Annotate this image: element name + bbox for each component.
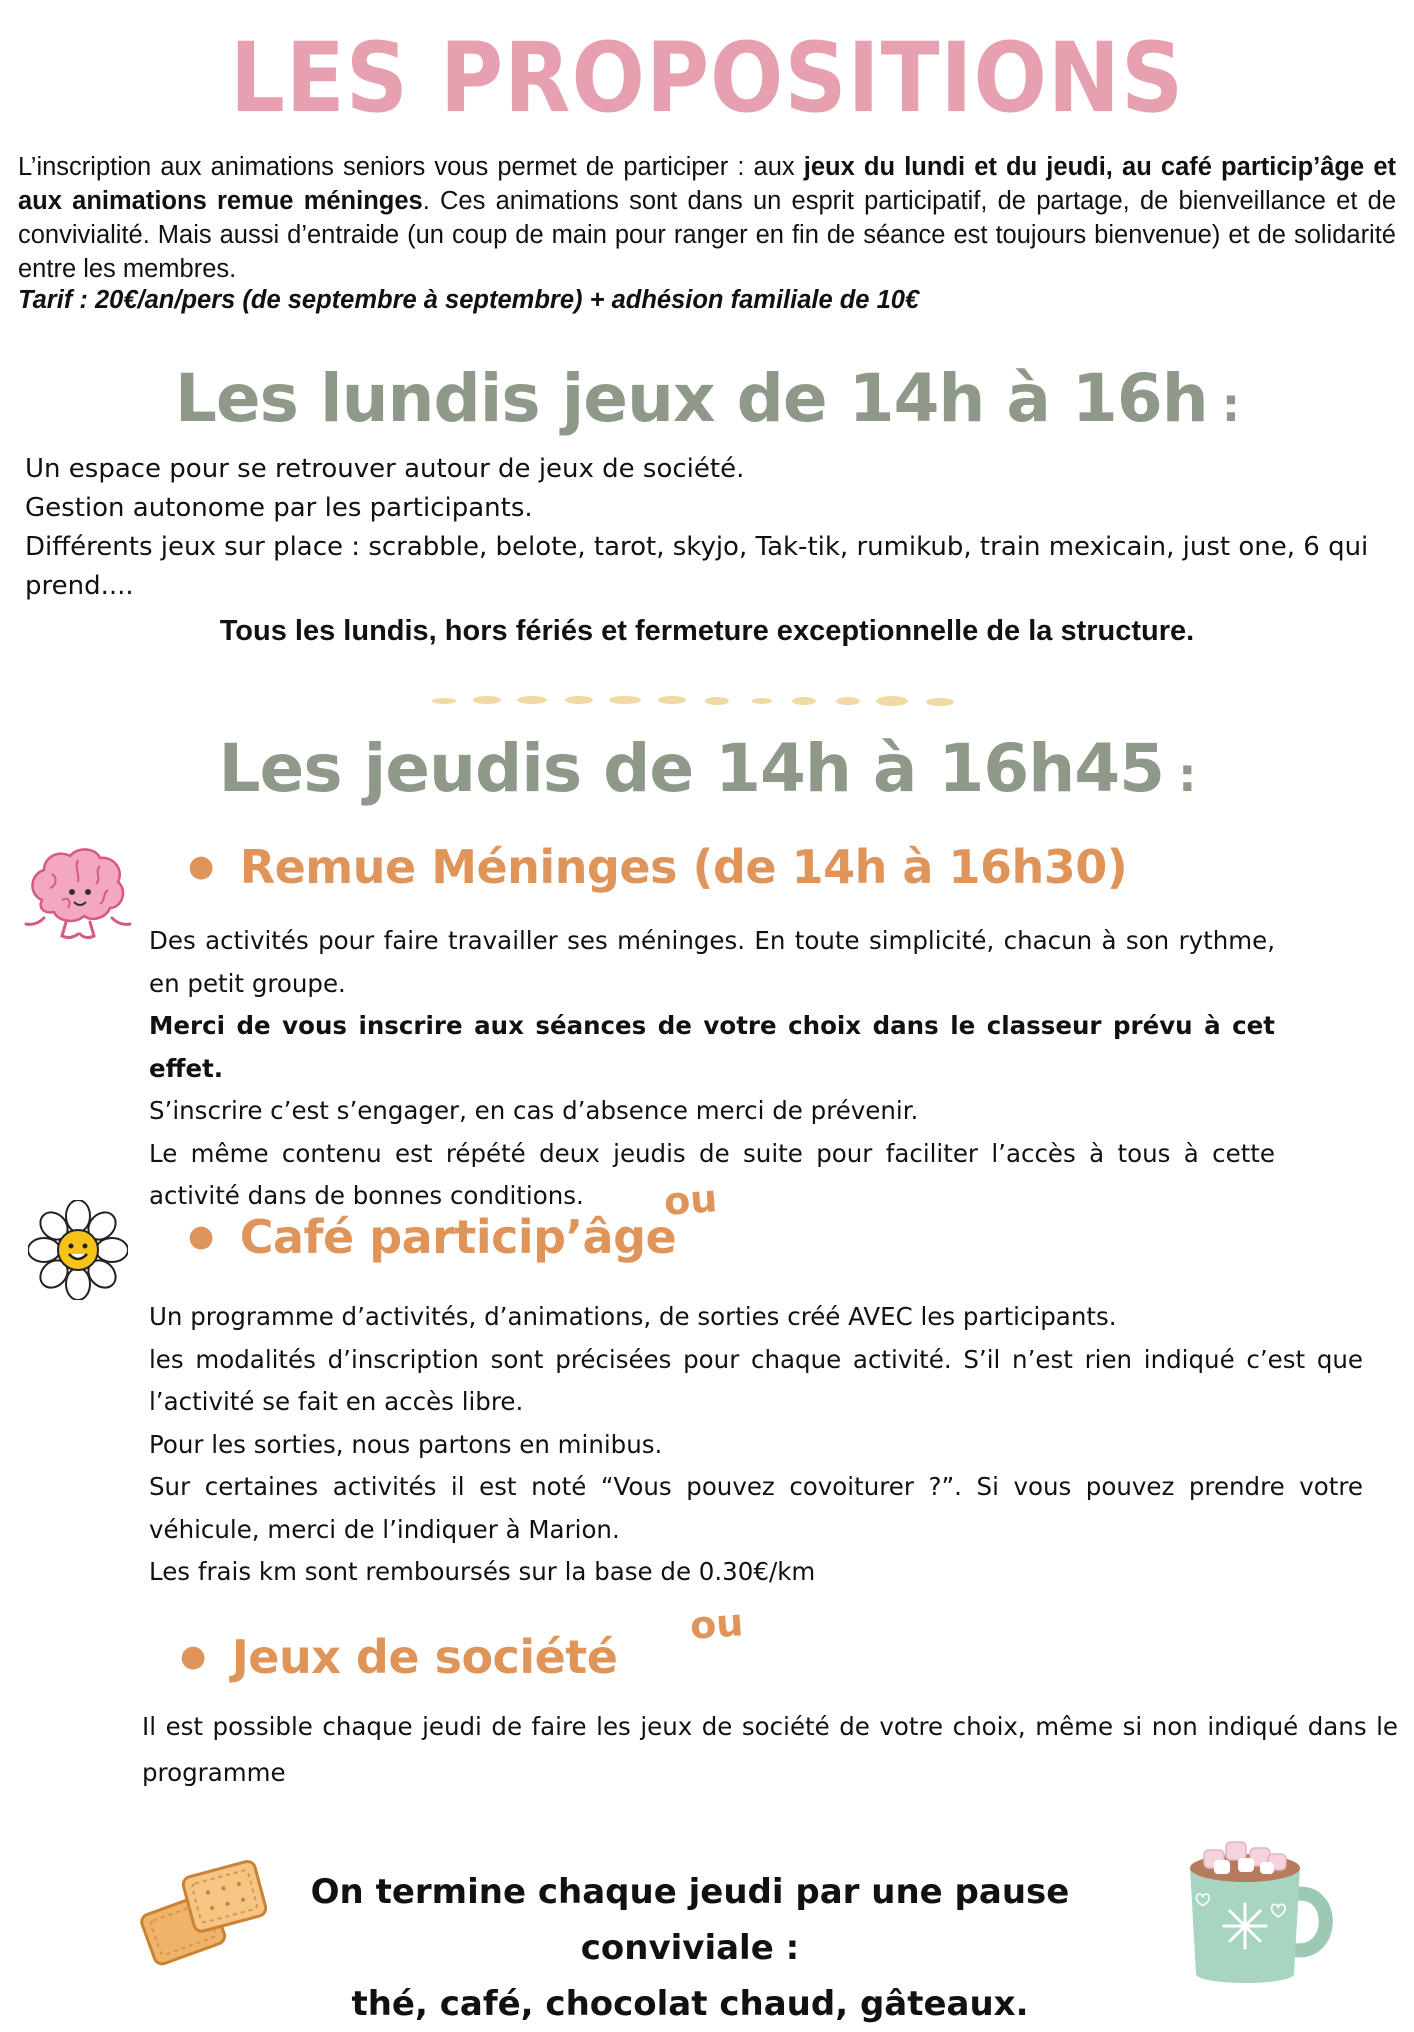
ou-label-2: ou (688, 1600, 745, 1648)
jeux-title-text: Jeux de société (231, 1630, 618, 1684)
jeux-title (180, 1630, 617, 1684)
hot-chocolate-mug-icon (1168, 1824, 1348, 1994)
bullet-dot-icon: ● (188, 849, 214, 884)
jeux-line: Il est possible chaque jeudi de faire les jeux de société de votre choix, même si non indiqué dans le programme (142, 1712, 1398, 1787)
cafe-line: les modalités d’inscription sont précisées pour chaque activité. S’il n’est rien indiqué c’est que l’activité se fait en accès libre. (149, 1344, 1363, 1416)
cafe-line: Les frais km sont remboursés sur la base de 0.30€/km (149, 1557, 816, 1586)
intro-text-2: . Ces animations sont dans un esprit participatif, de partage, de bienveillance et de convivialité. Mais aussi d’entraide (un coup de main pour ranger en fin de séance est toujours bienvenue) et de solidarité entre les membres. (18, 187, 1397, 283)
jeudis-colon: : (1178, 748, 1196, 802)
tarif-text: Tarif : 20€/an/pers (de septembre à septembre) + adhésion familiale de 10€ (18, 286, 920, 314)
biscuits-icon (136, 1858, 272, 1966)
brain-icon (22, 842, 132, 942)
daisy-icon (28, 1200, 128, 1300)
cafe-line: Pour les sorties, nous partons en minibus. (149, 1429, 663, 1459)
lundis-line: Gestion autonome par les participants. (25, 493, 533, 523)
bullet-dot-icon: ● (188, 1219, 214, 1254)
lundis-title: Les lundis jeux de 14h à 16h (174, 360, 1208, 437)
lundis-description (25, 450, 1385, 606)
page-title: LES PROPOSITIONS (229, 22, 1185, 134)
jeux-description (142, 1704, 1398, 1796)
cafe-line: Un programme d’activités, d’animations, de sorties créé AVEC les participants. (149, 1302, 1117, 1331)
intro-paragraph (18, 150, 1396, 286)
ou-label-1: ou (662, 1176, 719, 1224)
intro-bold-text: jeux du lundi et du jeudi, au café particip’âge et aux animations remue méninges (18, 153, 1396, 215)
cafe-title (188, 1210, 676, 1264)
lundis-line: Un espace pour se retrouver autour de jeux de société. (25, 454, 745, 484)
remue-line: Le même contenu est répété deux jeudis de suite pour faciliter l’accès à tous à cette activité dans de bonnes conditions. (149, 1138, 1275, 1210)
lundis-note: Tous les lundis, hors fériés et fermeture exceptionnelle de la structure. (219, 615, 1195, 647)
cafe-line: Sur certaines activités il est noté “Vous pouvez covoiturer ?”. Si vous pouvez prendre votre véhicule, merci de l’indiquer à Marion. (149, 1472, 1363, 1544)
dashed-divider (432, 692, 962, 710)
jeudis-heading (0, 730, 1414, 807)
intro-text-1: L’inscription aux animations seniors vous permet de participer : aux (18, 153, 804, 181)
cafe-title-text: Café particip’âge (239, 1210, 677, 1264)
remue-title (188, 840, 1127, 894)
remue-line: Des activités pour faire travailler ses méninges. En toute simplicité, chacun à son rythme, en petit groupe. (149, 926, 1275, 998)
remue-line-bold: Merci de vous inscrire aux séances de votre choix dans le classeur prévu à cet effet. (149, 1011, 1275, 1083)
lundis-colon: : (1221, 378, 1240, 432)
closing-message (260, 1864, 1120, 2032)
remue-title-text: Remue Méninges (de 14h à 16h30) (239, 840, 1128, 894)
closing-line-1: On termine chaque jeudi par une pause conviviale : (310, 1872, 1070, 1968)
cafe-description (149, 1296, 1363, 1594)
remue-line: S’inscrire c’est s’engager, en cas d’absence merci de prévenir. (149, 1096, 919, 1125)
closing-line-2: thé, café, chocolat chaud, gâteaux. (351, 1984, 1029, 2024)
jeudis-title: Les jeudis de 14h à 16h45 (218, 730, 1165, 807)
bullet-dot-icon: ● (180, 1639, 206, 1674)
lundis-line: Différents jeux sur place : scrabble, belote, tarot, skyjo, Tak-tik, rumikub, train mexicain, just one, 6 qui prend.... (25, 532, 1369, 601)
lundis-heading (0, 360, 1414, 437)
remue-description (149, 920, 1275, 1218)
